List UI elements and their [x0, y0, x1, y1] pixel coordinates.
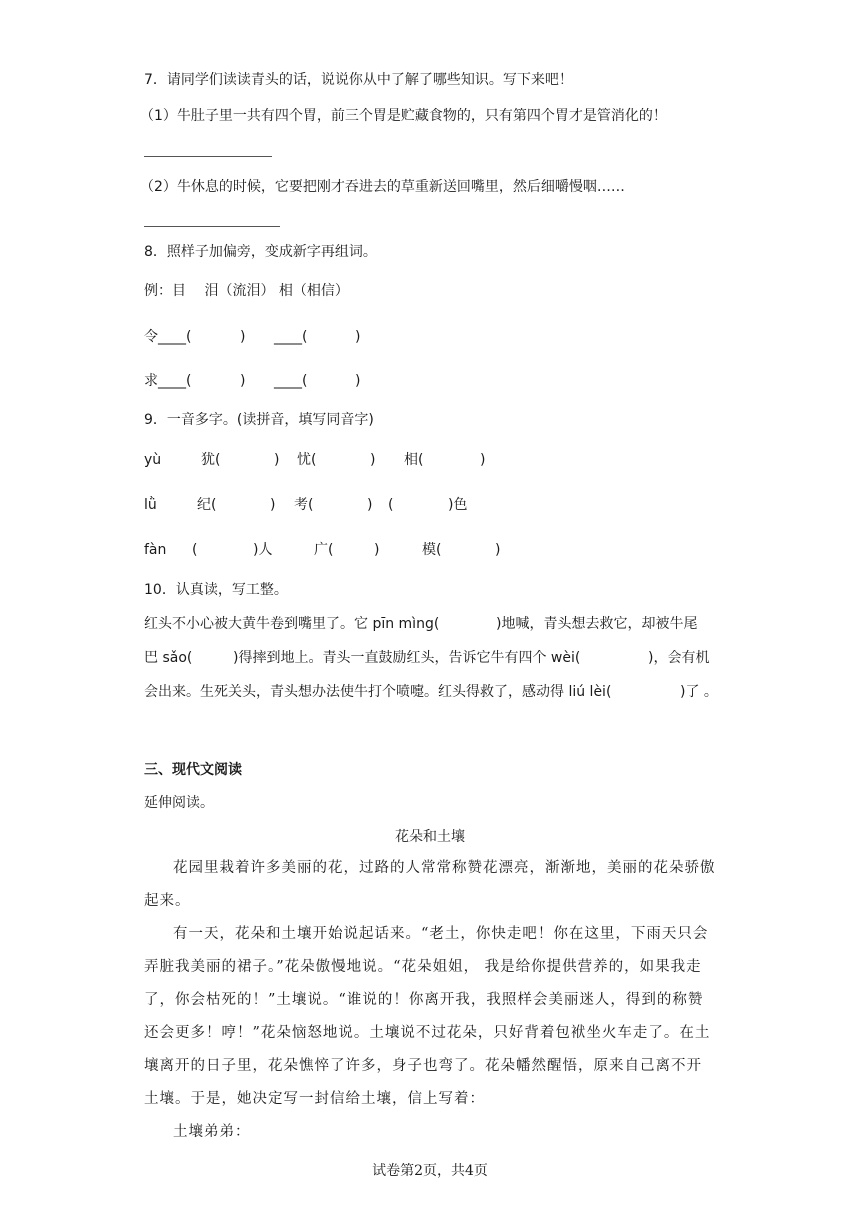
q10-line2-c: )，会有机 [648, 650, 710, 666]
q7-item-2: （2）牛休息的时候，它要把刚才吞进去的草重新送回嘴里，然后细嚼慢咽…… [140, 179, 625, 195]
story-paragraph: 有一天，花朵和土壤开始说起话来。“老土，你快走吧！你在这里，下雨天只会弄脏我美丽的裙子。”花朵傲慢地说。“花朵姐姐， 我是给你提供营养的，如果我走了，你会枯死的！”土壤说。“谁说的！你离开我，我照样会美丽迷人，得到的称赞还会更多！哼！”花朵恼怒地说。土壤说不过花朵，只好背着包袱坐火车走了。在土壤离开的日子里，花朵憔悴了许多，身子也弯了。花朵幡然醒悟，原来自己离不开土壤。于是，她决定写一封信给土壤，信上写着： [144, 926, 711, 1107]
q7-prompt: 7．请同学们读读青头的话，说说你从中了解了哪些知识。写下来吧！ [144, 72, 573, 88]
q9-row3-end2: ) [374, 542, 380, 558]
q10-line1-b: )地喊，青头想去救它，却被牛尾 [496, 616, 698, 632]
q9-row1-char3[interactable]: 相( [404, 452, 424, 468]
q8-example: 例：目 泪（流泪） 相（相信） [144, 283, 349, 299]
story-title: 花朵和土壤 [395, 829, 465, 845]
q9-row3-char2[interactable]: 广( [314, 542, 334, 558]
q8-row1-blank[interactable]: ____( [274, 329, 308, 345]
q8-row1-close: ) [240, 329, 246, 345]
q9-row3-char3[interactable]: 模( [422, 542, 442, 558]
q9-row2-pinyin: lǜ [144, 497, 157, 513]
q9-row1-char2[interactable]: 忧( [297, 452, 317, 468]
section-heading: 三、现代文阅读 [144, 762, 242, 778]
q10-line3-b: )了 。 [680, 684, 718, 700]
story-paragraph: 土壤弟弟： [173, 1124, 251, 1140]
q9-row2-end2: ) [367, 497, 373, 513]
page-footer: 试卷第2页，共4页 [372, 1163, 488, 1179]
q10-line2-a: 巴 sǎo( [144, 650, 193, 666]
story-paragraph: 花园里栽着许多美丽的花，过路的人常常称赞花漂亮，渐渐地，美丽的花朵骄傲起来。 [144, 860, 716, 909]
q8-row2-char[interactable]: 求____( [144, 373, 192, 389]
q10-line1-a: 红头不小心被大黄牛卷到嘴里了。它 pīn mìng( [144, 616, 440, 632]
q9-prompt: 9．一音多字。(读拼音，填写同音字) [144, 412, 374, 428]
answer-line[interactable] [144, 226, 280, 227]
q9-row1-end3: ) [480, 452, 486, 468]
q8-row1-close2: ) [355, 329, 361, 345]
q8-row2-blank[interactable]: ____( [274, 373, 308, 389]
q10-line2-b: )得摔到地上。青头一直鼓励红头，告诉它牛有四个 wèi( [233, 650, 581, 666]
q8-row1-char[interactable]: 令____( [144, 329, 192, 345]
q7-item-1: （1）牛肚子里一共有四个胃，前三个胃是贮藏食物的，只有第四个胃才是管消化的！ [140, 108, 667, 124]
q10-prompt: 10．认真读，写工整。 [144, 582, 288, 598]
q9-row2-char3[interactable]: ( [388, 497, 394, 513]
q9-row1-end2: ) [370, 452, 376, 468]
answer-line[interactable] [144, 156, 272, 157]
section-intro: 延伸阅读。 [144, 795, 214, 811]
q8-row2-close: ) [240, 373, 246, 389]
q9-row2-end1: ) [270, 497, 276, 513]
q9-row3-pinyin: fàn [144, 542, 167, 558]
q9-row3-end3: ) [495, 542, 501, 558]
q9-row3-end1: )人 [253, 542, 273, 558]
story-body [144, 852, 716, 1149]
q9-row1-char1[interactable]: 犹( [201, 452, 221, 468]
q9-row2-end3: )色 [448, 497, 468, 513]
q9-row1-pinyin: yù [144, 452, 162, 468]
q9-row2-char2[interactable]: 考( [294, 497, 314, 513]
q9-row2-char1[interactable]: 纪( [197, 497, 217, 513]
q9-row3-char1[interactable]: ( [192, 542, 198, 558]
q10-line3-a: 会出来。生死关头，青头想办法使牛打个喷嚏。红头得救了，感动得 liú lèi( [144, 684, 612, 700]
q8-row2-close2: ) [355, 373, 361, 389]
q9-row1-end1: ) [274, 452, 280, 468]
q8-prompt: 8．照样子加偏旁，变成新字再组词。 [144, 244, 377, 260]
